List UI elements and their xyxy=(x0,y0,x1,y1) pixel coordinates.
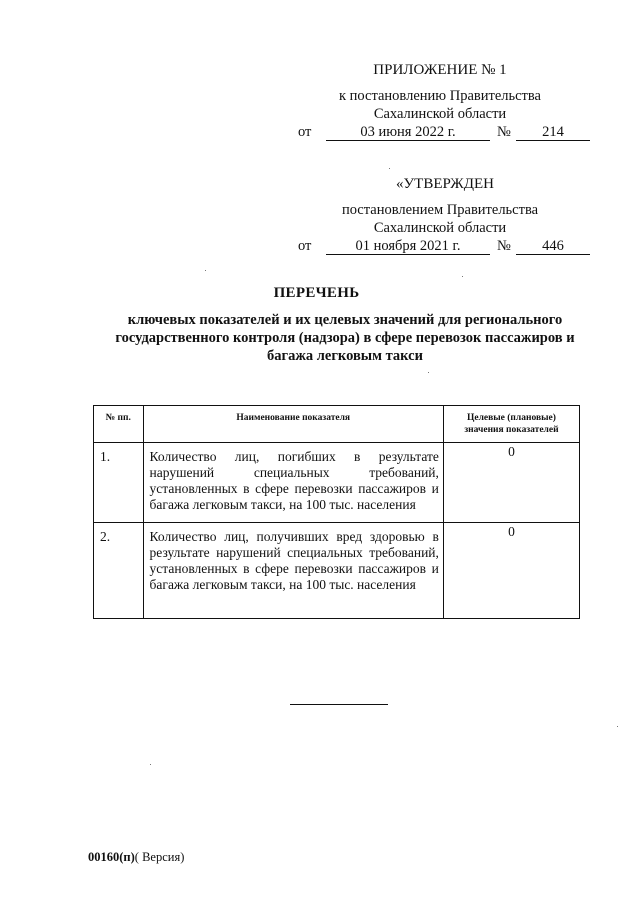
list-subtitle: ключевых показателей и их целевых значений для регионального государственного контроля (надзора) в сфере перевозок пассажиров и багажа легковым такси xyxy=(115,312,575,364)
row-indicator-name: Количество лиц, погибших в результате нарушений специальных требований, установленных в сфере перевозки пассажиров и багажа легковым такси, на 100 тыс. населения xyxy=(143,443,443,523)
appendix-date: 03 июня 2022 г. xyxy=(326,124,490,141)
footer-version: ( Версия) xyxy=(134,850,185,864)
scan-speck xyxy=(205,270,206,271)
row-target-value: 0 xyxy=(443,443,579,523)
row-target-value: 0 xyxy=(443,523,579,619)
closing-divider xyxy=(290,704,388,705)
table-row xyxy=(94,443,580,523)
scan-speck xyxy=(150,764,151,765)
row-indicator-name: Количество лиц, получивших вред здоровью в результате нарушений специальных требований, установленных в сфере перевозки пассажиров и багажа легковым такси, на 100 тыс. населения xyxy=(143,523,443,619)
header-number: № пп. xyxy=(94,406,144,443)
scan-speck xyxy=(428,372,429,373)
table-row xyxy=(94,523,580,619)
approved-date: 01 ноября 2021 г. xyxy=(326,238,490,255)
header-indicator-name: Наименование показателя xyxy=(143,406,443,443)
row-number: 2. xyxy=(94,523,144,619)
appendix-number-label: № xyxy=(497,124,511,140)
scan-speck xyxy=(462,276,463,277)
approved-from-label: от xyxy=(298,238,312,254)
approved-number-label: № xyxy=(497,238,511,254)
footer xyxy=(88,850,184,865)
approved-title: «УТВЕРЖДЕН xyxy=(396,176,494,192)
scan-speck xyxy=(617,726,618,727)
appendix-line-1: к постановлению Правительства xyxy=(339,88,541,104)
list-title: ПЕРЕЧЕНЬ xyxy=(273,285,360,301)
scan-speck xyxy=(389,168,390,169)
table-header-row xyxy=(94,406,580,443)
approved-line-2: Сахалинской области xyxy=(373,220,507,236)
footer-code: 00160(п) xyxy=(88,850,135,864)
approved-number: 446 xyxy=(516,238,590,255)
row-number: 1. xyxy=(94,443,144,523)
appendix-number: 214 xyxy=(516,124,590,141)
indicators-table xyxy=(93,405,580,619)
header-target-values: Целевые (плановые) значения показателей xyxy=(443,406,579,443)
approved-line-1: постановлением Правительства xyxy=(341,202,539,218)
appendix-from-label: от xyxy=(298,124,312,140)
appendix-line-2: Сахалинской области xyxy=(373,106,507,122)
appendix-title: ПРИЛОЖЕНИЕ № 1 xyxy=(373,62,507,78)
